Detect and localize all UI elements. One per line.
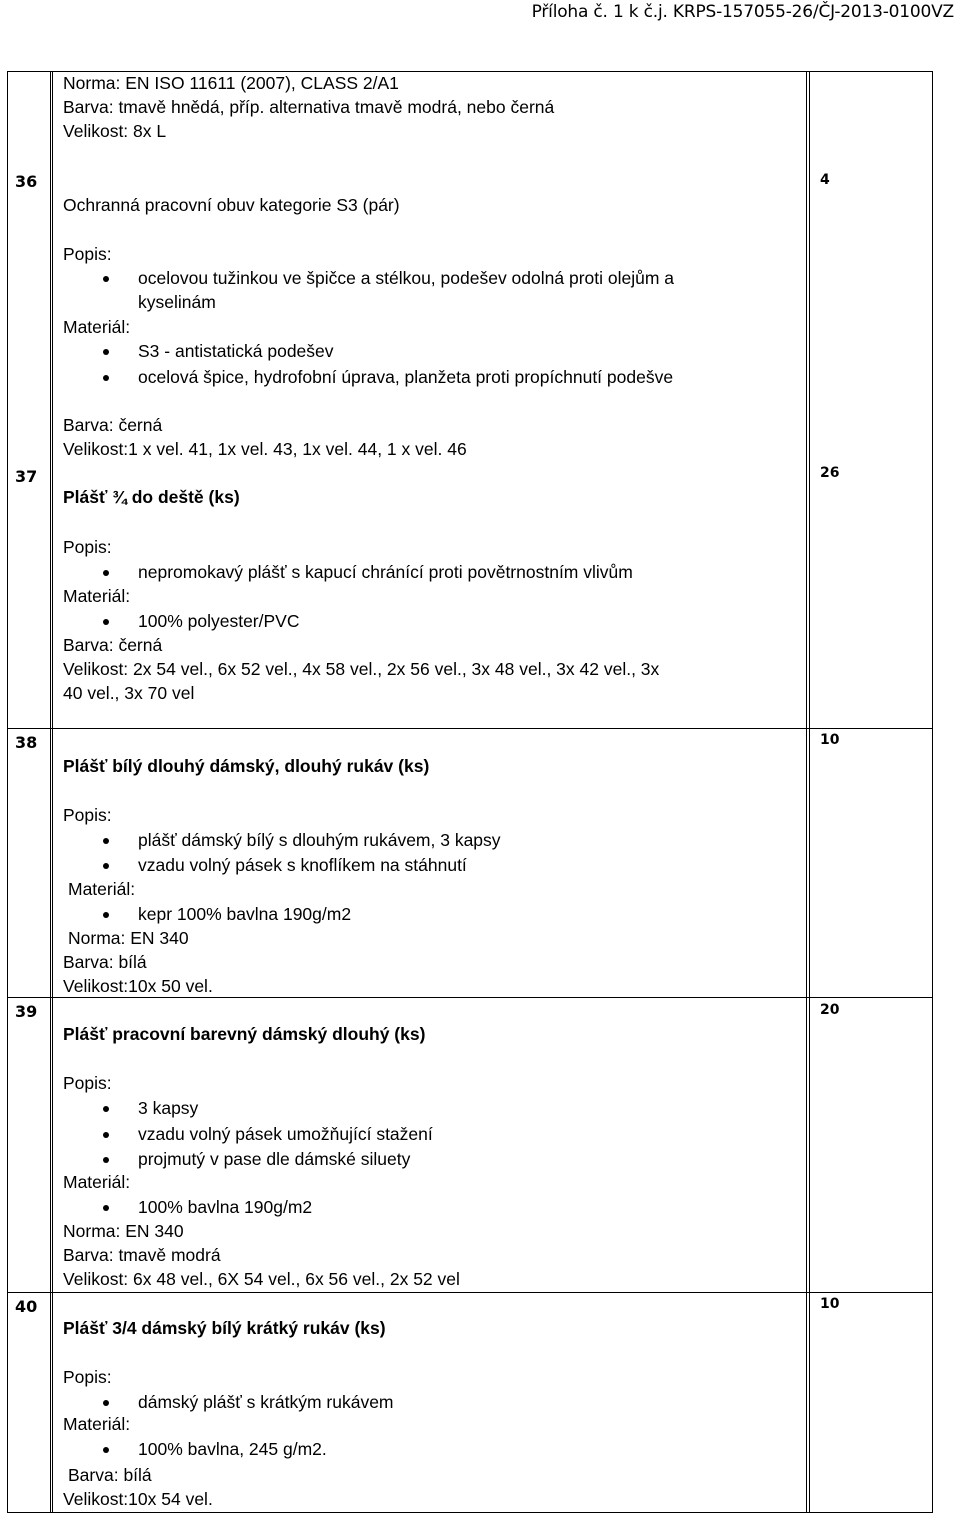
continuation-line: Norma: EN ISO 11611 (2007), CLASS 2/A1 (63, 73, 399, 93)
bullet-icon (103, 570, 109, 576)
bullet-icon (103, 912, 109, 918)
popis-label: Popis: (63, 1073, 112, 1093)
popis-item: 3 kapsy (138, 1098, 199, 1118)
column-divider-4 (809, 71, 810, 1513)
item-quantity: 26 (820, 465, 840, 481)
continuation-line: Barva: tmavě hnědá, příp. alternativa tmavě modrá, nebo černá (63, 97, 555, 117)
popis-item: plášť dámský bílý s dlouhým rukávem, 3 kapsy (138, 830, 501, 850)
row-divider-38 (7, 728, 932, 729)
column-divider-1 (50, 71, 51, 1513)
popis-label: Popis: (63, 537, 112, 557)
item-number: 38 (15, 733, 38, 752)
table-right-border (932, 71, 933, 1513)
item-title: Plášť 3/4 dámský bílý krátký rukáv (ks) (63, 1318, 386, 1338)
popis-label: Popis: (63, 1367, 112, 1387)
column-divider-2 (52, 71, 53, 1513)
bullet-icon (103, 838, 109, 844)
bullet-icon (103, 619, 109, 625)
material-label: Materiál: (63, 317, 131, 337)
material-label: Materiál: (63, 1414, 131, 1434)
popis-item: vzadu volný pásek umožňující stažení (138, 1124, 433, 1144)
bullet-icon (103, 863, 109, 869)
item-quantity: 20 (820, 1002, 840, 1018)
material-item: 100% polyester/PVC (138, 611, 300, 631)
bullet-icon (103, 1132, 109, 1138)
material-item: S3 - antistatická podešev (138, 341, 334, 361)
continuation-line: Velikost: 8x L (63, 121, 167, 141)
popis-item: kyselinám (138, 292, 216, 312)
size-line: Velikost: 6x 48 vel., 6X 54 vel., 6x 56 vel., 2x 52 vel (63, 1269, 460, 1289)
size-line: Velikost:10x 54 vel. (63, 1489, 213, 1509)
popis-item: vzadu volný pásek s knoflíkem na stáhnutí (138, 855, 467, 875)
material-item: ocelová špice, hydrofobní úprava, planžeta proti propíchnutí podešve (138, 367, 674, 387)
size-line: Velikost: 2x 54 vel., 6x 52 vel., 4x 58 vel., 2x 56 vel., 3x 48 vel., 3x 42 vel., 3x (63, 659, 660, 679)
material-item: 100% bavlna, 245 g/m2. (138, 1439, 327, 1459)
item-quantity: 10 (820, 1296, 840, 1312)
popis-label: Popis: (63, 805, 112, 825)
bullet-icon (103, 1400, 109, 1406)
table-bottom-border (7, 1512, 932, 1513)
material-item: kepr 100% bavlna 190g/m2 (138, 904, 352, 924)
popis-item: ocelovou tužinkou ve špičce a stélkou, podešev odolná proti olejům a (138, 268, 675, 288)
color-line: Barva: černá (63, 635, 163, 655)
bullet-icon (103, 1447, 109, 1453)
item-number: 39 (15, 1002, 38, 1021)
color-line: Barva: černá (63, 415, 163, 435)
bullet-icon (103, 349, 109, 355)
item-title: Plášť pracovní barevný dámský dlouhý (ks) (63, 1024, 426, 1044)
bullet-icon (103, 276, 109, 282)
norm-line: Norma: EN 340 (63, 1221, 184, 1241)
popis-item: dámský plášť s krátkým rukávem (138, 1392, 394, 1412)
popis-item: projmutý v pase dle dámské siluety (138, 1149, 411, 1169)
item-quantity: 10 (820, 732, 840, 748)
popis-item: nepromokavý plášť s kapucí chránící proti povětrnostním vlivům (138, 562, 633, 582)
bullet-icon (103, 375, 109, 381)
item-number: 36 (15, 172, 38, 191)
norm-line: Norma: EN 340 (68, 928, 189, 948)
document-header: Příloha č. 1 k č.j. KRPS-157055-26/ČJ-2013-0100VZ (531, 2, 954, 22)
bullet-icon (103, 1106, 109, 1112)
size-line: 40 vel., 3x 70 vel (63, 683, 195, 703)
item-title: Plášť bílý dlouhý dámský, dlouhý rukáv (ks) (63, 756, 430, 776)
material-label: Materiál: (68, 879, 136, 899)
item-number: 40 (15, 1297, 38, 1316)
item-title: Plášť ¾ do deště (ks) (63, 487, 240, 507)
item-number: 37 (15, 467, 38, 486)
color-line: Barva: bílá (63, 952, 147, 972)
color-line: Barva: tmavě modrá (63, 1245, 221, 1265)
column-divider-3 (806, 71, 807, 1513)
bullet-icon (103, 1205, 109, 1211)
item-quantity: 4 (820, 172, 830, 188)
material-label: Materiál: (63, 586, 131, 606)
row-divider-40 (7, 1292, 932, 1293)
table-left-border (7, 71, 8, 1513)
row-divider-39 (7, 997, 932, 998)
bullet-icon (103, 1157, 109, 1163)
size-line: Velikost:10x 50 vel. (63, 976, 213, 996)
popis-label: Popis: (63, 244, 112, 264)
color-line: Barva: bílá (68, 1465, 152, 1485)
material-label: Materiál: (63, 1172, 131, 1192)
material-item: 100% bavlna 190g/m2 (138, 1197, 313, 1217)
size-line: Velikost:1 x vel. 41, 1x vel. 43, 1x vel. 44, 1 x vel. 46 (63, 439, 467, 459)
item-title: Ochranná pracovní obuv kategorie S3 (pár) (63, 195, 400, 215)
